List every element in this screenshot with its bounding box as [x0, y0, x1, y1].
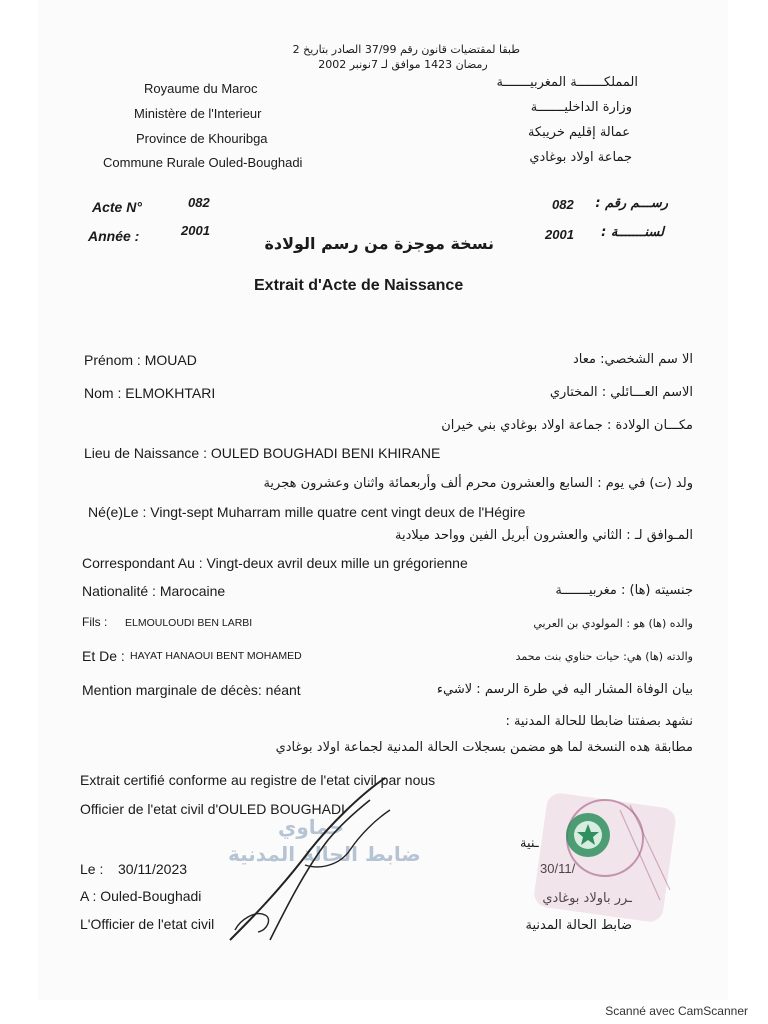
- header-fr-province: Province de Khouribga: [136, 131, 268, 146]
- signoff-ar-line2: ـرر باولاد بوغادي: [542, 891, 632, 906]
- date-label: Le :: [80, 861, 104, 877]
- correspondant-ar: المـوافق لـ : الثاني والعشرون أبريل الفين وواحد ميلادية: [395, 528, 693, 543]
- header-ar-ministere: وزارة الداخليـــــــة: [530, 100, 632, 115]
- header-fr-ministere: Ministère de l'Interieur: [134, 106, 262, 121]
- mere-ar: والدته (ها) هي: حيات حناوي بنت محمد: [515, 650, 693, 663]
- header-fr-royaume: Royaume du Maroc: [144, 81, 258, 96]
- signoff-ar-line1: ـنية: [520, 836, 539, 851]
- acte-year-value-ar: 2001: [545, 227, 574, 242]
- nationalite-fr: Nationalité : Marocaine: [82, 583, 226, 599]
- acte-number-label: Acte N°: [92, 199, 142, 215]
- acte-number-label-ar: رســـم رقم :: [595, 196, 668, 211]
- nom-fr: Nom : ELMOKHTARI: [84, 385, 216, 401]
- nationalite-ar: جنسيته (ها) : مغربيـــــــة: [555, 583, 693, 598]
- prenom-ar: الا سم الشخصي: معاد: [572, 352, 693, 367]
- acte-year-label: Année :: [88, 228, 140, 244]
- mere-value: HAYAT HANAOUI BENT MOHAMED: [130, 650, 302, 662]
- officer-stamp-line1: حماوي: [278, 815, 345, 839]
- official-seal: [520, 790, 680, 933]
- correspondant-fr: Correspondant Au : Vingt-deux avril deux mille un grégorienne: [82, 555, 468, 571]
- officer-signature: [210, 770, 400, 950]
- signoff-ar-date: 30/11/: [540, 861, 576, 876]
- fils-ar: والده (ها) هو : المولودي بن العربي: [533, 617, 693, 630]
- signoff-ar-line3: ضابط الحالة المدنية: [525, 918, 632, 933]
- law-reference-line1: طبقا لمقتضيات قانون رقم 37/99 الصادر بتاريخ 2: [292, 43, 520, 56]
- certification-fr-line2: Officier de l'etat civil d'OULED BOUGHADI: [80, 801, 345, 817]
- certification-fr-line1: Extrait certifié conforme au registre de l'etat civil par nous: [80, 772, 436, 788]
- place-line: A : Ouled-Boughadi: [80, 888, 202, 904]
- camscanner-footer: Scanné avec CamScanner: [605, 1004, 748, 1018]
- naissance-ar: ولد (ت) في يوم : السابع والعشرون محرم ألف وأربعمائة واثنان وعشرون هجرية: [263, 476, 693, 491]
- header-ar-royaume: المملكـــــــة المغربيـــــــة: [496, 75, 638, 90]
- officer-stamp-line2: ضابط الحالة المدنية: [228, 842, 421, 866]
- acte-number-value-ar: 082: [552, 197, 574, 212]
- naissance-fr: Né(e)Le : Vingt-sept Muharram mille quatre cent vingt deux de l'Hégire: [88, 504, 526, 520]
- mere-label: Et De :: [82, 648, 125, 664]
- lieu-ar: مكـــان الولادة : جماعة اولاد بوغادي بني خيران: [441, 418, 693, 433]
- acte-year-value: 2001: [181, 223, 210, 238]
- mention-deces-fr: Mention marginale de décès: néant: [82, 682, 301, 698]
- acte-year-label-ar: لسنـــــــة :: [601, 225, 664, 240]
- nom-ar: الاسم العـــائلي : المختاري: [549, 385, 693, 400]
- officer-title-fr: L'Officier de l'etat civil: [80, 916, 215, 932]
- fils-label: Fils :: [82, 615, 108, 629]
- law-reference-line2: رمضان 1423 موافق لـ 7نونبر 2002: [318, 58, 488, 71]
- acte-number-value: 082: [188, 195, 210, 210]
- prenom-fr: Prénom : MOUAD: [84, 352, 197, 368]
- lieu-fr: Lieu de Naissance : OULED BOUGHADI BENI KHIRANE: [84, 445, 441, 461]
- document-title-fr: Extrait d'Acte de Naissance: [254, 277, 464, 294]
- mention-deces-ar: بيان الوفاة المشار اليه في طرة الرسم : لاشيء: [436, 682, 693, 697]
- header-fr-commune: Commune Rurale Ouled-Boughadi: [103, 155, 303, 170]
- certification-ar-line2: مطابقة هده النسخة لما هو مضمن بسجلات الحالة المدنية لجماعة اولاد بوغادي: [275, 740, 693, 755]
- fils-value: ELMOULOUDI BEN LARBI: [125, 617, 253, 629]
- date-value: 30/11/2023: [118, 861, 188, 877]
- certification-ar-line1: نشهد بصفتنا ضابطا للحالة المدنية :: [505, 714, 693, 729]
- header-ar-province: عمالة إقليم خريبكة: [527, 125, 630, 140]
- document-title-ar: نسخة موجزة من رسم الولادة: [264, 234, 494, 253]
- header-ar-commune: جماعة اولاد بوغادي: [529, 150, 632, 165]
